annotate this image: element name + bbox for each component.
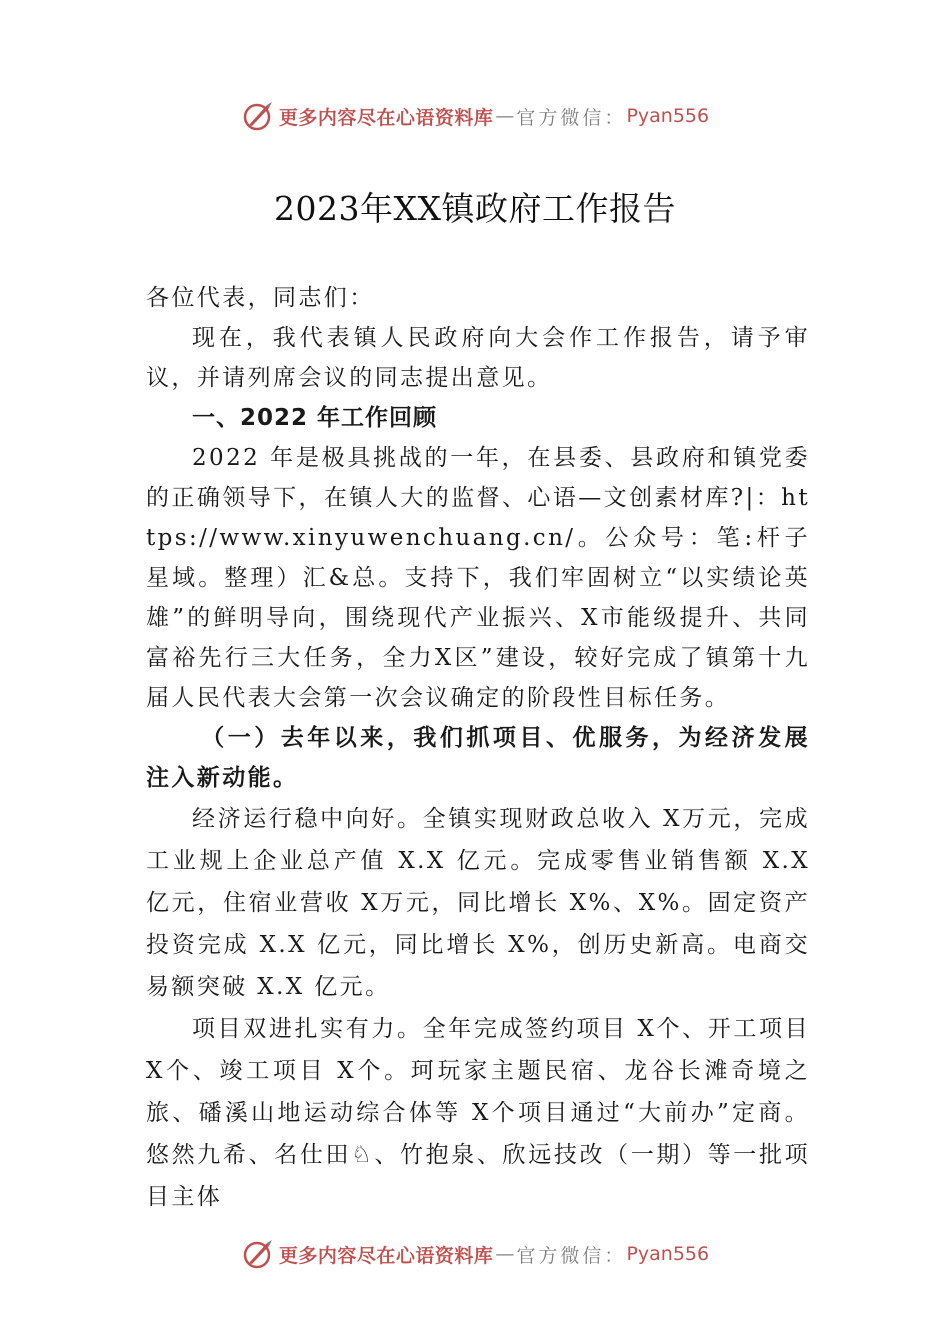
subsection-heading: （一）去年以来，我们抓项目、优服务，为经济发展注入新动能。 — [146, 724, 810, 791]
quill-logo-icon — [241, 1237, 275, 1271]
document-body — [146, 278, 810, 1218]
section-heading: 一、2022 年工作回顾 — [192, 405, 438, 431]
intro-paragraph: 现在，我代表镇人民政府向大会作工作报告，请予审议，并请列席会议的同志提出意见。 — [146, 325, 810, 391]
banner-wechat-label: 官方微信： — [516, 1244, 627, 1267]
quill-logo-icon — [241, 99, 275, 133]
section-paragraph: 2022 年是极具挑战的一年，在县委、县政府和镇党委的正确领导下，在镇人大的监督、心语—文创素材库?|：https://www.xinyuwenchuang.cn/。公众号：笔:杆子星域。整理）汇&总。支持下，我们牢固树立“以实绩论英雄”的鲜明导向，围绕现代产业振兴、X市能级提升、共同富裕先行三大任务，全力X区”建设，较好完成了镇第十九届人民代表大会第一次会议确定的阶段性目标任务。 — [146, 445, 810, 711]
footer-banner — [0, 1234, 950, 1274]
banner-wechat-id: Pyan556 — [626, 1243, 710, 1265]
banner-wechat-id: Pyan556 — [626, 105, 710, 127]
economy-paragraph: 经济运行稳中向好。全镇实现财政总收入 X万元，完成工业规上企业总产值 X.X 亿元。完成零售业销售额 X.X 亿元，住宿业营收 X万元，同比增长 X%、X%。固定资产投资完成 X.X 亿元，同比增长 X%，创历史新高。电商交易额突破 X.X 亿元。 — [146, 806, 810, 1000]
banner-dash: — — [495, 105, 515, 127]
banner-site-name: 更多内容尽在心语资料库 — [278, 106, 494, 129]
header-banner — [0, 96, 950, 136]
projects-paragraph: 项目双进扎实有力。全年完成签约项目 X个、开工项目 X个、竣工项目 X个。珂玩家主题民宿、龙谷长滩奇境之旅、磻溪山地运动综合体等 X个项目通过“大前办”定商。悠然九希、名仕田♘、竹抱泉、欣远技改（一期）等一批项目主体 — [146, 1016, 810, 1210]
salutation: 各位代表，同志们： — [146, 285, 375, 311]
document-title: 2023年XX镇政府工作报告 — [274, 189, 676, 228]
banner-wechat-label: 官方微信： — [516, 106, 627, 129]
banner-site-name: 更多内容尽在心语资料库 — [278, 1244, 494, 1267]
banner-dash: — — [495, 1243, 515, 1265]
